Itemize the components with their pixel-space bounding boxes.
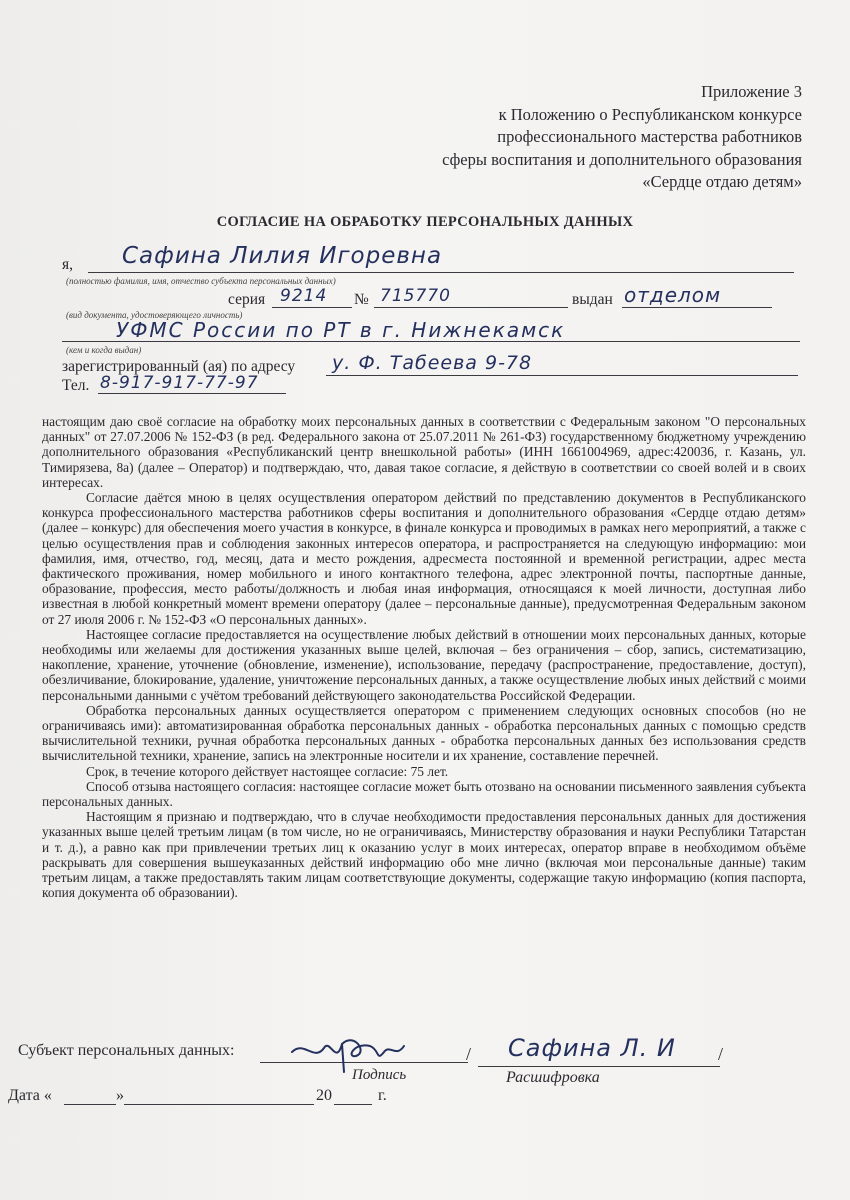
series-value[interactable]: 9214 [280, 286, 328, 306]
paragraph-2: Согласие даётся мною в целях осуществления оператором действий по представлению документов в Республиканского конкурса профессионального мастерства работников сферы воспитания и дополнительного образования «Сердце отдаю детям» (далее – конкурс) для обеспечения моего участия в конкурсе, в финале конкурса и проводимых в рамках него мероприятий, а также с целью осуществления прав и соблюдения законных интересов оператора, и распространяется на следующую информацию: мои фамилия, имя, отчество, год, месяц, дата и место рождения, адресместа постоянной и временной регистрации, адрес места фактического проживания, номер мобильного и иного контактного телефона, адрес электронной почты, паспортные данные, образование, профессия, место работы/должность и любая иная информация, относящаяся к моей личности, доступная либо известная в любой конкретный момент времени оператору (далее – персональные данные), предусмотренная Федеральным законом от 27 июля 2006 г. № 152-ФЗ «О персональных данных». [42, 490, 806, 627]
name-hint: (полностью фамилия, имя, отчество субъекта персональных данных) [66, 276, 336, 286]
name-underline [88, 272, 794, 273]
appendix-line-5: «Сердце отдаю детям» [642, 172, 802, 191]
full-name-value[interactable]: Сафина Лилия Игоревна [122, 243, 443, 269]
decode-caption: Расшифровка [506, 1069, 600, 1086]
series-underline [272, 307, 352, 308]
document-title: СОГЛАСИЕ НА ОБРАБОТКУ ПЕРСОНАЛЬНЫХ ДАННЫХ [216, 214, 634, 230]
paragraph-5: Срок, в течение которого действует настоящее согласие: 75 лет. [86, 763, 449, 779]
doc-hint: (вид документа, удостоверяющего личность) [66, 310, 243, 320]
issuer-value[interactable]: УФМС России по РТ в г. Нижнекамск [116, 318, 566, 342]
ya-label: я, [62, 256, 74, 273]
decode-value[interactable]: Сафина Л. И [508, 1034, 676, 1062]
paragraph-4: Обработка персональных данных осуществляется оператором с применением следующих основных способов (но не ограничиваясь ими): автоматизированная обработка персональных данных - обработка персональных данных с помощью средств вычислительной техники, ручная обработка персональных данных - обработка персональных данных без использования средств вычислительной техники, хранение, запись на электронные носители и их хранение, составление перечней. [42, 702, 806, 764]
issued-value[interactable]: отделом [624, 283, 722, 307]
appendix-line-2: к Положению о Республиканском конкурсе [498, 105, 802, 124]
date-year-underline [334, 1104, 372, 1105]
number-value[interactable]: 715770 [380, 286, 451, 306]
appendix-line-3: профессионального мастерства работников [497, 127, 802, 146]
consent-body [42, 414, 806, 901]
issued-underline [622, 307, 772, 308]
date-day-underline [64, 1104, 116, 1105]
phone-underline [98, 393, 286, 394]
date-month-underline [124, 1104, 314, 1105]
paragraph-6: Способ отзыва настоящего согласия: настоящее согласие может быть отозвано на основании письменного заявления субъекта персональных данных. [42, 778, 806, 810]
paragraph-3: Настоящее согласие предоставляется на осуществление любых действий в отношении моих персональных данных, которые необходимы или желаемы для достижения указанных выше целей, включая – без ограничения – сбор, запись, систематизацию, накопление, хранение, уточнение (обновление, изменение), использование, передачу (распространение, предоставление, доступ), обезличивание, блокирование, удаление, уничтожение персональных данных, а также осуществление любых иных действий с моими персональными данными с учётом требований действующего законодательства Российской Федерации. [42, 626, 806, 703]
slash-left: / [466, 1044, 472, 1064]
paragraph-7: Настоящим я признаю и подтверждаю, что в случае необходимости предоставления персональных данных для достижения указанных выше целей третьим лицам (в том числе, но не ограничиваясь, Министерству образования и науки Республики Татарстан и т. д.), а равно как при привлечении третьих лиц к оказанию услуг в моих интересах, оператор вправе в необходимом объёме раскрывать для совершения вышеуказанных действий информацию обо мне лично (включая мои персональные данные) таким третьим лицам, а также предоставлять таким лицам соответствующие документы, содержащие такую информацию (копия паспорта, копия документа об образовании). [42, 809, 806, 901]
address-value[interactable]: у. Ф. Табеева 9-78 [332, 352, 533, 374]
phone-value[interactable]: 8-917-917-77-97 [100, 373, 259, 393]
number-underline [374, 307, 568, 308]
series-label: серия [228, 291, 266, 308]
appendix-line-4: сферы воспитания и дополнительного образования [442, 150, 802, 169]
appendix-line-1: Приложение 3 [701, 82, 802, 101]
slash-right: / [718, 1044, 724, 1064]
signature-caption: Подпись [352, 1067, 407, 1083]
subject-label: Субъект персональных данных: [18, 1042, 235, 1059]
phone-label: Тел. [62, 377, 90, 394]
address-underline [326, 375, 798, 376]
decode-underline [478, 1066, 720, 1067]
date-label: Дата « [8, 1087, 52, 1104]
issuer-hint: (кем и когда выдан) [66, 345, 142, 355]
year-suffix: г. [378, 1087, 387, 1104]
address-label: зарегистрированный (ая) по адресу [62, 358, 296, 375]
year-prefix: 20 [316, 1087, 332, 1104]
date-mid: » [116, 1087, 124, 1104]
number-label: № [354, 291, 369, 308]
issued-label: выдан [572, 291, 613, 308]
paragraph-1: настоящим даю своё согласие на обработку моих персональных данных в соответствии с Федеральным законом "О персональных данных" от 27.07.2006 № 152-ФЗ (в ред. Федерального закона от 25.07.2011 № 261-ФЗ) государственному бюджетному учреждению дополнительного образования «Республиканский центр внешкольной работы» (ИНН 1661004969, адрес:420036, г. Казань, ул. Тимирязева, 8а) (далее – Оператор) и подтверждаю, что, давая такое согласие, я действую в соответствии со своей волей и в своих интересах. [42, 414, 806, 490]
